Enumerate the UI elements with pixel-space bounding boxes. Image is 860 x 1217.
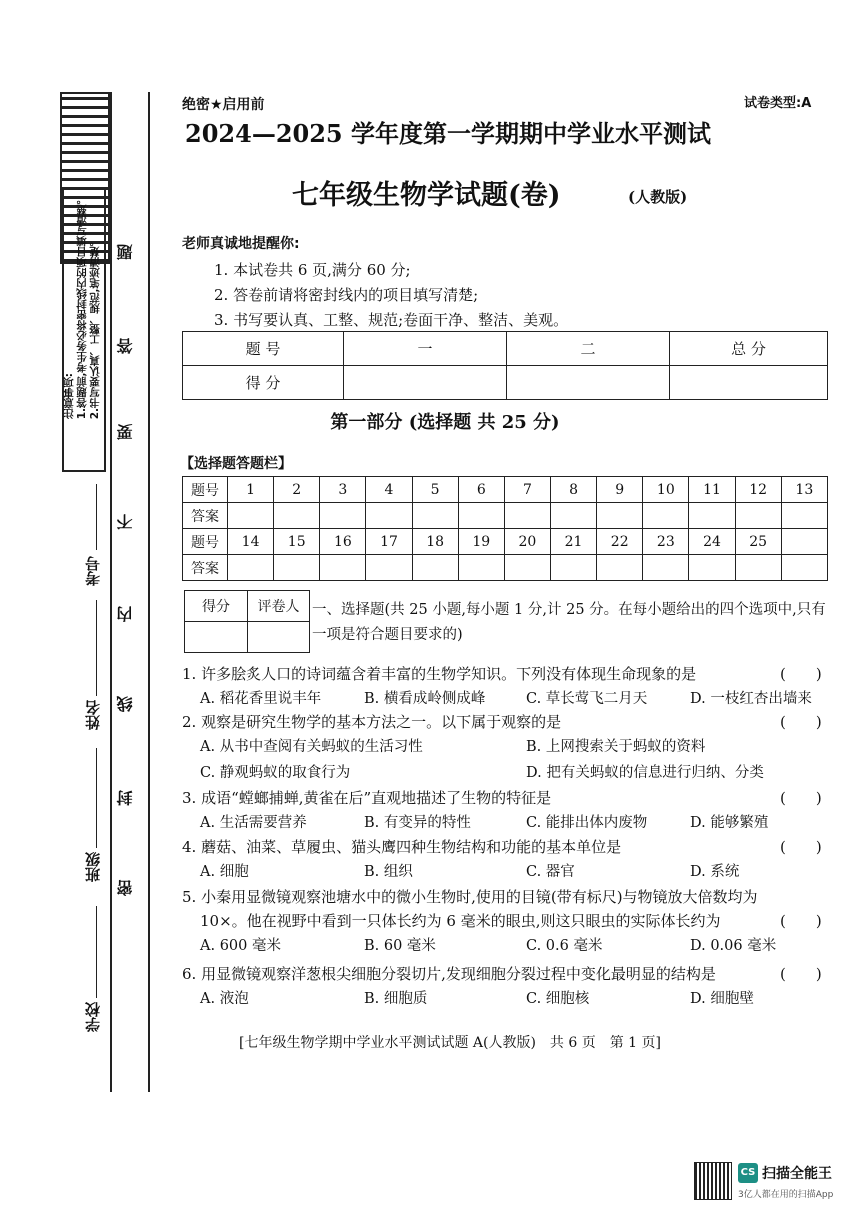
paper-subtitle: 七年级生物学试题(卷) — [292, 180, 561, 211]
question-stem: 1. 许多脍炙人口的诗词蕴含着丰富的生物学知识。下列没有体现生命现象的是 — [182, 665, 697, 683]
question-number-cell: 24 — [689, 529, 735, 555]
question-number-cell: 19 — [458, 529, 504, 555]
option: D. 0.06 毫米 — [690, 938, 777, 954]
question-number-cell: 18 — [412, 529, 458, 555]
answer-cell[interactable] — [781, 555, 827, 581]
score-cell[interactable] — [344, 366, 507, 400]
notice-text: 注意事项: 1.答题前,考生务必将密封线内的项目填写清楚。 2.书写要认真、工整、规范,笔迹清楚。 — [63, 194, 101, 420]
question-number-cell: 6 — [458, 477, 504, 503]
question-number-cell: 4 — [366, 477, 412, 503]
answer-row-label: 答案 — [183, 555, 228, 581]
question-number-cell: 16 — [320, 529, 366, 555]
grader-name-label: 评卷人 — [248, 591, 310, 622]
question-number-cell: 22 — [597, 529, 643, 555]
seal-word: 封 — [116, 790, 135, 806]
seal-line-right — [148, 92, 150, 1092]
option: B. 细胞质 — [364, 991, 428, 1007]
score-cell[interactable] — [507, 366, 670, 400]
option: C. 器官 — [526, 864, 575, 880]
page-title: 2024—2025 学年度第一学期期中学业水平测试 — [185, 119, 711, 148]
page-footer: [七年级生物学期中学业水平测试试题 A(人教版) 共 6 页 第 1 页] — [238, 1035, 662, 1051]
field-class-label: 班级 — [84, 852, 102, 882]
answer-cell[interactable] — [458, 555, 504, 581]
secret-label: 绝密★启用前 — [182, 97, 265, 113]
option: C. 静观蚂蚁的取食行为 — [200, 765, 351, 781]
seal-line-left — [110, 92, 112, 1092]
exam-number-line[interactable] — [96, 484, 97, 550]
class-line[interactable] — [96, 748, 97, 848]
answer-cell[interactable] — [366, 555, 412, 581]
answer-cell[interactable] — [643, 555, 689, 581]
question-number-cell: 7 — [504, 477, 550, 503]
field-school-label: 学校 — [84, 1002, 102, 1032]
seal-word: 要 — [116, 424, 135, 440]
seal-word: 内 — [116, 606, 135, 622]
seal-word: 密 — [116, 880, 135, 896]
part1-title: 第一部分 (选择题 共 25 分) — [330, 412, 560, 433]
option: C. 草长莺飞二月天 — [526, 691, 648, 707]
seal-word: 题 — [116, 244, 135, 260]
option: B. 横看成岭侧成峰 — [364, 691, 486, 707]
option: A. 液泡 — [200, 991, 249, 1007]
answer-row-label: 答案 — [183, 503, 228, 529]
question-number-cell: 17 — [366, 529, 412, 555]
question-number-cell: 9 — [597, 477, 643, 503]
question-stem: 2. 观察是研究生物学的基本方法之一。以下属于观察的是 — [182, 713, 562, 731]
option: A. 稻花香里说丰年 — [200, 691, 322, 707]
option: D. 能够繁殖 — [690, 815, 769, 831]
answer-paren[interactable]: ( ) — [780, 789, 822, 807]
grader-score-label: 得分 — [185, 591, 248, 622]
answer-cell[interactable] — [228, 555, 274, 581]
question-number-cell: 11 — [689, 477, 735, 503]
answer-cell[interactable] — [458, 503, 504, 529]
question-stem: 4. 蘑菇、油菜、草履虫、猫头鹰四种生物结构和功能的基本单位是 — [182, 838, 622, 856]
scanner-app-name: 扫描全能王 — [762, 1166, 832, 1182]
answer-cell[interactable] — [320, 555, 366, 581]
option: D. 一枝红杏出墙来 — [690, 691, 812, 707]
option: C. 0.6 毫米 — [526, 938, 603, 954]
answer-bar-label: 【选择题答题栏】 — [180, 456, 292, 472]
question-number-cell: 5 — [412, 477, 458, 503]
answer-paren[interactable]: ( ) — [780, 713, 822, 731]
score-header-total: 总 分 — [670, 332, 828, 366]
question-number-cell: 3 — [320, 477, 366, 503]
field-exam-number-label: 考号 — [84, 556, 102, 586]
school-line[interactable] — [96, 906, 97, 998]
score-table — [182, 331, 828, 400]
seal-word: 线 — [116, 696, 135, 712]
reminder-heading: 老师真诚地提醒你: — [182, 236, 300, 252]
answer-cell[interactable] — [689, 555, 735, 581]
option: D. 细胞壁 — [690, 991, 754, 1007]
answer-paren[interactable]: ( ) — [780, 665, 822, 683]
answer-cell[interactable] — [643, 503, 689, 529]
score-header-part1: 一 — [344, 332, 507, 366]
field-name-label: 姓名 — [84, 700, 102, 730]
answer-cell[interactable] — [366, 503, 412, 529]
answer-cell[interactable] — [320, 503, 366, 529]
answer-cell[interactable] — [412, 503, 458, 529]
answer-cell[interactable] — [735, 555, 781, 581]
question-number-cell: 13 — [781, 477, 827, 503]
question-number-cell: 8 — [550, 477, 596, 503]
option: B. 组织 — [364, 864, 413, 880]
question-number-cell: 2 — [274, 477, 320, 503]
answer-cell[interactable] — [504, 555, 550, 581]
option: C. 细胞核 — [526, 991, 590, 1007]
grader-table — [184, 590, 310, 653]
question-number-cell: 20 — [504, 529, 550, 555]
question-number-cell: 25 — [735, 529, 781, 555]
option: B. 有变异的特性 — [364, 815, 471, 831]
option: A. 从书中查阅有关蚂蚁的生活习性 — [200, 739, 423, 755]
question-stem: 6. 用显微镜观察洋葱根尖细胞分裂切片,发现细胞分裂过程中变化最明显的结构是 — [182, 965, 716, 983]
answer-row-label: 题号 — [183, 529, 228, 555]
question-number-cell: 1 — [228, 477, 274, 503]
answer-cell[interactable] — [412, 555, 458, 581]
option: D. 系统 — [690, 864, 740, 880]
answer-paren[interactable]: ( ) — [780, 912, 822, 930]
option: C. 能排出体内废物 — [526, 815, 648, 831]
paper-type: 试卷类型:A — [744, 96, 812, 111]
answer-cell[interactable] — [597, 555, 643, 581]
question-number-cell: 10 — [643, 477, 689, 503]
question-stem: 3. 成语“螳螂捕蝉,黄雀在后”直观地描述了生物的特征是 — [182, 789, 552, 807]
camscanner-logo-icon: CS — [738, 1163, 758, 1183]
answer-row-label: 题号 — [183, 477, 228, 503]
name-line[interactable] — [96, 600, 97, 696]
option: D. 把有关蚂蚁的信息进行归纳、分类 — [526, 765, 764, 781]
question-number-cell: 12 — [735, 477, 781, 503]
answer-cell[interactable] — [689, 503, 735, 529]
qr-code-icon — [694, 1162, 732, 1200]
question-number-cell: 21 — [550, 529, 596, 555]
answer-cell[interactable] — [597, 503, 643, 529]
section1-heading: 一、选择题(共 25 小题,每小题 1 分,计 25 分。在每小题给出的四个选项中,只有一项是符合题目要求的) — [312, 602, 826, 643]
seal-word: 答 — [116, 338, 135, 354]
answer-paren[interactable]: ( ) — [780, 965, 822, 983]
option: A. 生活需要营养 — [200, 815, 307, 831]
answer-cell[interactable] — [228, 503, 274, 529]
question-number-cell: 23 — [643, 529, 689, 555]
answer-paren[interactable]: ( ) — [780, 838, 822, 856]
answer-table — [182, 476, 828, 581]
edition-label: (人教版) — [628, 188, 688, 206]
question-stem-continued: 10×。他在视野中看到一只体长约为 6 毫米的眼虫,则这只眼虫的实际体长约为 — [200, 912, 721, 930]
question-number-cell — [781, 529, 827, 555]
score-header-number: 题 号 — [183, 332, 344, 366]
reminder-item: 2. 答卷前请将密封线内的项目填写清楚; — [214, 286, 479, 304]
option: B. 60 毫米 — [364, 938, 436, 954]
score-cell[interactable] — [670, 366, 828, 400]
answer-cell[interactable] — [274, 555, 320, 581]
grader-score-cell[interactable] — [185, 622, 248, 653]
answer-cell[interactable] — [550, 555, 596, 581]
option: A. 细胞 — [200, 864, 249, 880]
reminder-item: 3. 书写要认真、工整、规范;卷面干净、整洁、美观。 — [214, 311, 569, 329]
seal-word: 不 — [116, 514, 135, 530]
answer-cell[interactable] — [550, 503, 596, 529]
option: B. 上网搜索关于蚂蚁的资料 — [526, 739, 706, 755]
answer-cell[interactable] — [781, 503, 827, 529]
question-number-cell: 14 — [228, 529, 274, 555]
score-header-part2: 二 — [507, 332, 670, 366]
question-stem: 5. 小秦用显微镜观察池塘水中的微小生物时,使用的目镜(带有标尺)与物镜放大倍数均为 — [182, 888, 758, 906]
scanner-app-tagline: 3亿人都在用的扫描App — [738, 1190, 834, 1200]
question-number-cell: 15 — [274, 529, 320, 555]
answer-cell[interactable] — [735, 503, 781, 529]
answer-cell[interactable] — [274, 503, 320, 529]
reminder-item: 1. 本试卷共 6 页,满分 60 分; — [214, 261, 411, 279]
answer-cell[interactable] — [504, 503, 550, 529]
score-row-label: 得 分 — [183, 366, 344, 400]
grader-name-cell[interactable] — [248, 622, 310, 653]
option: A. 600 毫米 — [200, 938, 281, 954]
